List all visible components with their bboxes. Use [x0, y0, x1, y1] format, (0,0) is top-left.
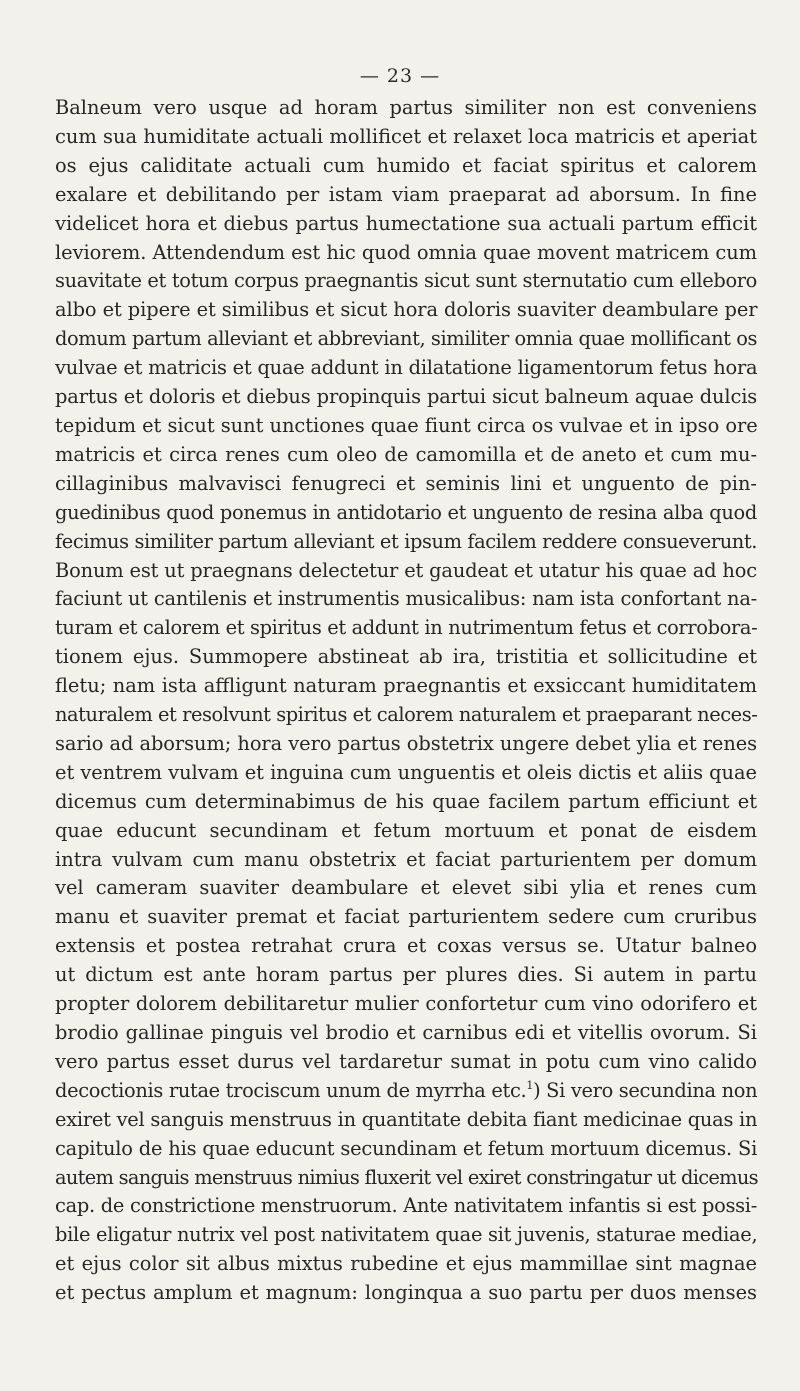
- text-line: et ventrem vulvam et inguina cum unguentis et oleis dictis et aliis quae: [55, 760, 757, 784]
- footnote-marker: 1: [526, 1078, 534, 1092]
- text-line: albo et pipere et similibus et sicut hora doloris suaviter deambulare per: [55, 298, 758, 322]
- text-line: fletu; nam ista affligunt naturam praegnantis et exsiccant humiditatem: [55, 674, 757, 698]
- text-line: turam et calorem et spiritus et addunt in nutrimentum fetus et corrobora-: [55, 616, 758, 640]
- text-line: fecimus similiter partum alleviant et ipsum facilem reddere consueverunt.: [55, 529, 757, 553]
- text-segment: decoctionis rutae trociscum unum de myrrha etc.: [55, 1078, 527, 1102]
- text-line: autem sanguis menstruus nimius fluxerit vel exiret constringatur ut dicemus: [55, 1165, 758, 1189]
- text-line: quae educunt secundinam et fetum mortuum et ponat de eisdem: [55, 818, 757, 842]
- text-line: videlicet hora et diebus partus humectatione sua actuali partum efficit: [55, 211, 757, 235]
- text-line: capitulo de his quae educunt secundinam et fetum mortuum dicemus. Si: [55, 1136, 758, 1160]
- text-line: brodio gallinae pinguis vel brodio et carnibus edi et vitellis ovorum. Si: [55, 1021, 757, 1044]
- text-line: cap. de constrictione menstruorum. Ante nativitatem infantis si est possi-: [55, 1194, 757, 1218]
- text-segment: ) Si vero secundina non: [533, 1078, 758, 1102]
- text-line: cum sua humiditate actuali mollificet et relaxet loca matricis et aperiat: [55, 124, 757, 148]
- text-line: et ejus color sit albus mixtus rubedine et ejus mammillae sint magnae: [55, 1252, 757, 1276]
- text-line: leviorem. Attendendum est hic quod omnia quae movent matricem cum: [55, 240, 757, 264]
- page-number: — 23 —: [359, 65, 441, 87]
- text-line: [55, 1077, 757, 1106]
- text-line: Balneum vero usque ad horam partus similiter non est conveniens: [55, 96, 757, 119]
- text-line: os ejus caliditate actuali cum humido et faciat spiritus et calorem: [55, 153, 757, 177]
- text-line: tionem ejus. Summopere abstineat ab ira, tristitia et sollicitudine et: [55, 645, 757, 669]
- text-line: suavitate et totum corpus praegnantis sicut sunt sternutatio cum elleboro: [55, 269, 757, 293]
- text-line: bile eligatur nutrix vel post nativitatem quae sit juvenis, staturae mediae,: [55, 1223, 758, 1247]
- text-line: tepidum et sicut sunt unctiones quae fiunt circa os vulvae et in ipso ore: [55, 413, 758, 437]
- text-line: exalare et debilitando per istam viam praeparat ad aborsum. In fine: [55, 182, 757, 206]
- text-line: propter dolorem debilitaretur mulier confortetur cum vino odorifero et: [55, 992, 757, 1016]
- text-line: cillaginibus malvavisci fenugreci et seminis lini et unguento de pin-: [55, 471, 757, 495]
- text-line: et pectus amplum et magnum: longinqua a suo partu per duos menses: [55, 1281, 757, 1305]
- text-line: intra vulvam cum manu obstetrix et faciat parturientem per domum: [55, 847, 757, 871]
- text-line: guedinibus quod ponemus in antidotario et unguento de resina alba quod: [55, 500, 757, 524]
- text-line: exiret vel sanguis menstruus in quantitate debita fiant medicinae quas in: [55, 1107, 758, 1131]
- text-line: manu et suaviter premat et faciat parturientem sedere cum cruribus: [55, 905, 757, 929]
- text-line: domum partum alleviant et abbreviant, similiter omnia quae mollificant os: [55, 327, 758, 351]
- text-line: Bonum est ut praegnans delectetur et gaudeat et utatur his quae ad hoc: [55, 558, 757, 582]
- body-text: [55, 94, 757, 1308]
- text-line: extensis et postea retrahat crura et coxas versus se. Utatur balneo: [55, 934, 757, 958]
- text-line: vulvae et matricis et quae addunt in dilatatione ligamentorum fetus hora: [55, 356, 758, 380]
- text-line: faciunt ut cantilenis et instrumentis musicalibus: nam ista confortant na-: [55, 587, 757, 611]
- text-line: sario ad aborsum; hora vero partus obstetrix ungere debet ylia et renes: [55, 731, 758, 755]
- text-line: matricis et circa renes cum oleo de camomilla et de aneto et cum mu-: [55, 442, 757, 466]
- text-line: dicemus cum determinabimus de his quae facilem partum efficiunt et: [55, 789, 757, 813]
- text-line: vel cameram suaviter deambulare et elevet sibi ylia et renes cum: [55, 876, 757, 900]
- text-line: naturalem et resolvunt spiritus et calorem naturalem et praeparant neces-: [55, 703, 758, 727]
- text-line: partus et doloris et diebus propinquis partui sicut balneum aquae dulcis: [55, 385, 758, 409]
- text-line: ut dictum est ante horam partus per plures dies. Si autem in partu: [55, 963, 757, 987]
- text-line: vero partus esset durus vel tardaretur sumat in potu cum vino calido: [55, 1049, 757, 1073]
